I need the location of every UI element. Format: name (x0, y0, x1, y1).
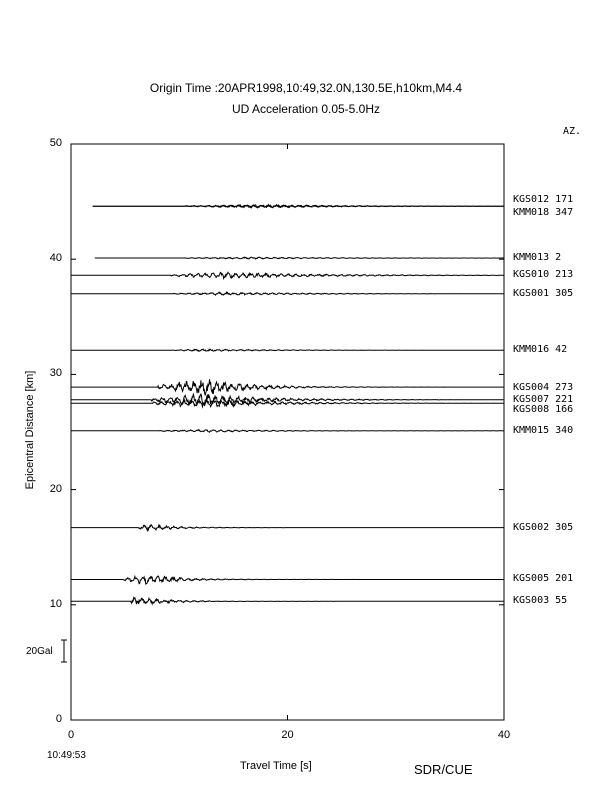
station-label: KMM016 42 (513, 344, 568, 356)
trace-kmm015 (71, 430, 504, 433)
y-tick-label: 20 (49, 482, 62, 495)
plot-frame (71, 144, 504, 720)
station-label: KGS004 273 (513, 382, 574, 394)
trace-kmm018 (93, 205, 504, 207)
trace-kmm016 (71, 349, 504, 351)
axis-ticks (71, 144, 504, 720)
y-axis-label: Epicentral Distance [km] (24, 370, 36, 490)
station-label: KGS005 201 (513, 573, 574, 585)
station-label: KMM015 340 (513, 424, 574, 436)
station-label: KGS002 305 (513, 521, 574, 533)
start-time-label: 10:49:53 (47, 750, 86, 761)
scale-bar-label: 20Gal (26, 646, 53, 657)
trace-kgs003 (71, 598, 504, 605)
chart-subtitle: UD Acceleration 0.05-5.0Hz (231, 102, 381, 116)
y-tick-label: 10 (49, 597, 62, 610)
x-axis-label: Travel Time [s] (240, 760, 312, 772)
x-tick-label: 40 (497, 729, 511, 741)
station-label: KGS007 221 (513, 393, 574, 405)
trace-kgs002 (71, 525, 504, 531)
station-label: KGS001 305 (513, 287, 574, 299)
station-label: KMM018 347 (513, 207, 574, 219)
chart-title: Origin Time :20APR1998,10:49,32.0N,130.5E,h10km,M4.4 (149, 81, 463, 95)
y-tick-label: 30 (49, 367, 62, 380)
trace-kgs004 (71, 379, 504, 395)
y-tick-label: 0 (55, 713, 62, 725)
scale-bar (61, 640, 67, 662)
credit-label: SDR/CUE (414, 762, 473, 777)
x-tick-label: 0 (67, 729, 75, 741)
trace-kgs005 (71, 576, 504, 584)
station-label: KMM013 2 (513, 252, 562, 264)
trace-kgs010 (71, 272, 504, 278)
station-label: KGS003 55 (513, 595, 568, 607)
station-label: KGS008 166 (513, 404, 574, 416)
azimuth-header: AZ. (563, 126, 582, 137)
y-tick-label: 50 (49, 137, 62, 149)
station-label: KGS010 213 (513, 269, 574, 281)
seismogram-traces (71, 205, 504, 604)
trace-kmm013 (95, 257, 504, 259)
trace-kgs001 (71, 292, 504, 295)
station-label: KGS012 171 (513, 194, 574, 206)
y-tick-label: 40 (49, 252, 62, 265)
x-tick-label: 20 (281, 729, 294, 741)
